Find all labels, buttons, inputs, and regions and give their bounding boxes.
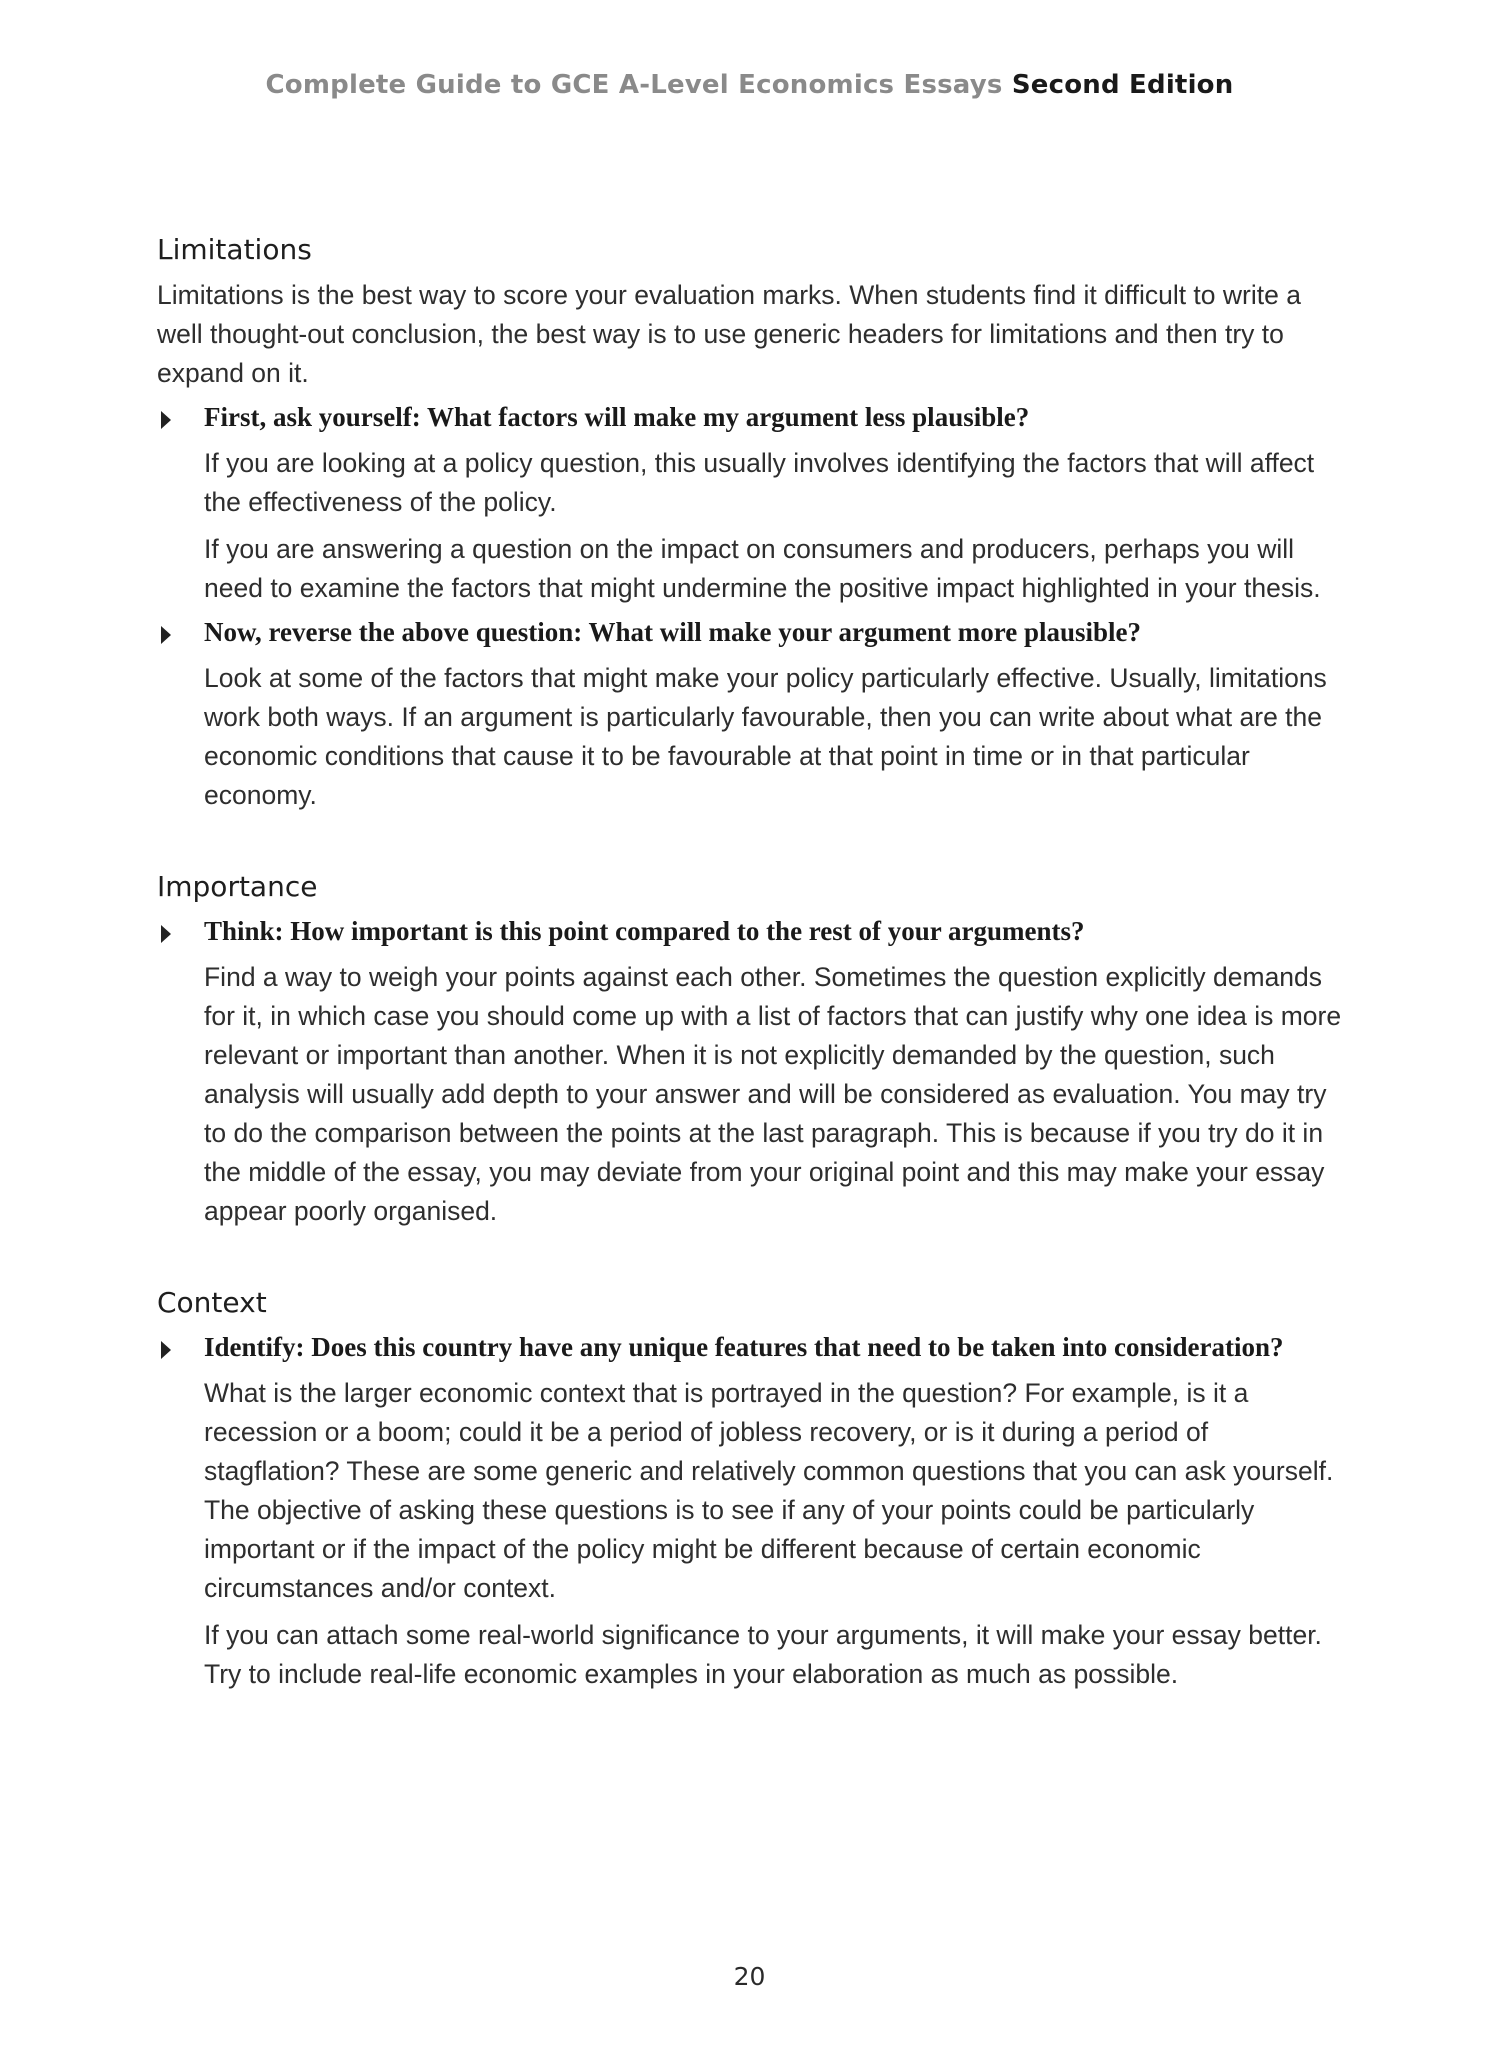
running-header bbox=[0, 70, 1499, 100]
bullet-paragraph: If you can attach some real-world significance to your arguments, it will make your essay better. Try to include real-life economic examples in your elaboration as much as possible. bbox=[204, 1620, 1322, 1689]
bullet-title: Identify: Does this country have any unique features that need to be taken into consideration? bbox=[204, 1332, 1284, 1362]
bullet-paragraph: What is the larger economic context that is portrayed in the question? For example, is it a recession or a boom; could it be a period of jobless recovery, or is it during a period of stagflation? These are some generic and relatively common questions that you can ask yourself. The objective of asking these questions is to see if any of your points could be particularly important or if the impact of the policy might be different because of certain economic circumstances and/or context. bbox=[204, 1378, 1334, 1603]
page-content bbox=[157, 230, 1347, 1746]
section-heading: Importance bbox=[157, 870, 318, 903]
bullet-item bbox=[157, 1329, 1347, 1694]
bullet-paragraph: Look at some of the factors that might make your policy particularly effective. Usually, limitations work both ways. If an argument is particularly favourable, then you can write about what are the economic conditions that cause it to be favourable at that point in time or in that particular economy. bbox=[204, 663, 1327, 810]
bullet-title: Think: How important is this point compared to the rest of your arguments? bbox=[204, 916, 1085, 946]
bullet-item bbox=[157, 399, 1347, 608]
section-heading: Limitations bbox=[157, 233, 312, 266]
triangle-bullet-icon bbox=[161, 925, 171, 943]
bullet-paragraph: If you are looking at a policy question, this usually involves identifying the factors that will affect the effectiveness of the policy. bbox=[204, 448, 1315, 517]
triangle-bullet-icon bbox=[161, 411, 171, 429]
section-importance bbox=[157, 867, 1347, 1231]
section-heading: Context bbox=[157, 1286, 267, 1319]
section-context bbox=[157, 1283, 1347, 1694]
bullet-paragraph: Find a way to weigh your points against each other. Sometimes the question explicitly demands for it, in which case you should come up with a list of factors that can justify why one idea is more relevant or important than another. When it is not explicitly demanded by the question, such analysis will usually add depth to your answer and will be considered as evaluation. You may try to do the comparison between the points at the last paragraph. This is because if you try do it in the middle of the essay, you may deviate from your original point and this may make your essay appear poorly organised. bbox=[204, 962, 1342, 1226]
book-edition: Second Edition bbox=[1011, 70, 1234, 100]
bullet-title: First, ask yourself: What factors will make my argument less plausible? bbox=[204, 402, 1030, 432]
book-title: Complete Guide to GCE A-Level Economics Essays bbox=[265, 70, 1003, 100]
bullet-title: Now, reverse the above question: What will make your argument more plausible? bbox=[204, 617, 1141, 647]
triangle-bullet-icon bbox=[161, 1341, 171, 1359]
triangle-bullet-icon bbox=[161, 626, 171, 644]
bullet-paragraph: If you are answering a question on the impact on consumers and producers, perhaps you will need to examine the factors that might undermine the positive impact highlighted in your thesis. bbox=[204, 534, 1321, 603]
page-number: 20 bbox=[733, 1962, 766, 1991]
bullet-item bbox=[157, 614, 1347, 815]
section-intro: Limitations is the best way to score your evaluation marks. When students find it difficult to write a well thought-out conclusion, the best way is to use generic headers for limitations and then try to expand on it. bbox=[157, 280, 1301, 388]
section-limitations bbox=[157, 230, 1347, 815]
bullet-item bbox=[157, 913, 1347, 1231]
